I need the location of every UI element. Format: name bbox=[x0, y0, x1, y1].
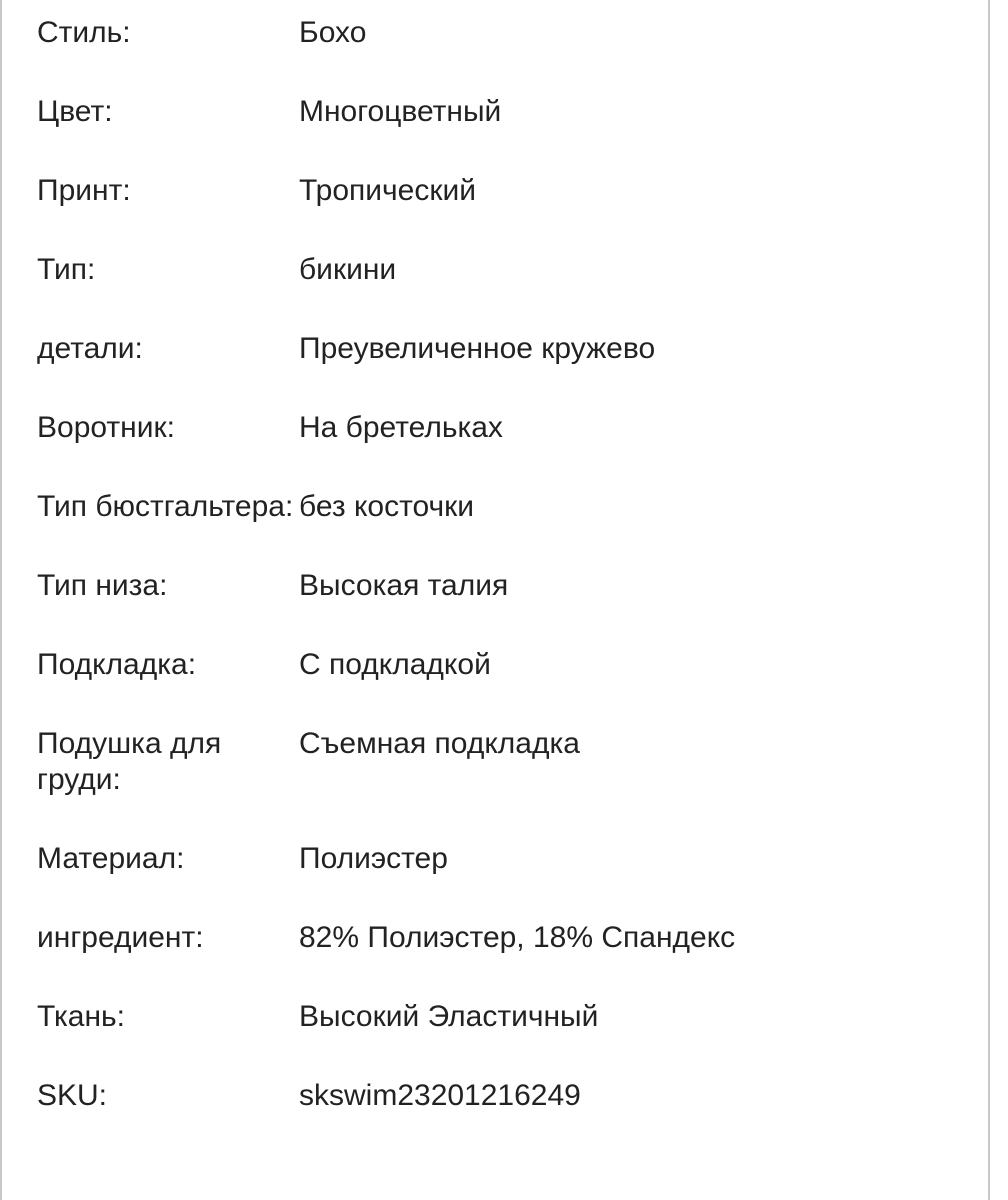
spec-row-color bbox=[37, 94, 977, 173]
spec-label: Принт: bbox=[37, 174, 131, 207]
spec-label: Тип низа: bbox=[37, 569, 168, 602]
spec-label: Подкладка: bbox=[37, 648, 197, 681]
spec-label: Тип: bbox=[37, 253, 96, 286]
spec-value: бикини bbox=[299, 253, 397, 286]
spec-row-fabric bbox=[37, 999, 977, 1078]
spec-label: детали: bbox=[37, 332, 143, 365]
spec-label: Подушка для груди: bbox=[37, 727, 222, 796]
spec-value: Съемная подкладка bbox=[299, 727, 580, 760]
spec-value: skswim23201216249 bbox=[299, 1079, 581, 1112]
spec-row-bra-type bbox=[37, 489, 977, 568]
spec-row-details bbox=[37, 331, 977, 410]
spec-row-material bbox=[37, 841, 977, 920]
spec-label: Цвет: bbox=[37, 95, 113, 128]
spec-row-chest-pad bbox=[37, 726, 977, 841]
spec-row-type bbox=[37, 252, 977, 331]
spec-row-neckline bbox=[37, 410, 977, 489]
spec-label: SKU: bbox=[37, 1079, 108, 1112]
spec-row-style bbox=[37, 15, 977, 94]
spec-label: Воротник: bbox=[37, 411, 175, 444]
spec-label: Стиль: bbox=[37, 16, 131, 49]
spec-value: Преувеличенное кружево bbox=[299, 332, 656, 365]
spec-row-sku bbox=[37, 1078, 977, 1157]
spec-value: На бретельках bbox=[299, 411, 503, 444]
spec-value: Бохо bbox=[299, 16, 367, 49]
spec-row-composition bbox=[37, 920, 977, 999]
spec-label: Ткань: bbox=[37, 1000, 126, 1033]
product-spec-table bbox=[37, 15, 977, 1157]
spec-value: без косточки bbox=[299, 490, 475, 523]
spec-value: Высокая талия bbox=[299, 569, 509, 602]
spec-value: Полиэстер bbox=[299, 842, 448, 875]
spec-value: 82% Полиэстер, 18% Спандекс bbox=[299, 921, 736, 954]
spec-label: ингредиент: bbox=[37, 921, 204, 954]
spec-value: С подкладкой bbox=[299, 648, 491, 681]
spec-value: Многоцветный bbox=[299, 95, 502, 128]
spec-row-bottom-type bbox=[37, 568, 977, 647]
spec-label: Материал: bbox=[37, 842, 185, 875]
spec-value: Высокий Эластичный bbox=[299, 1000, 599, 1033]
spec-label: Тип бюстгальтера: bbox=[37, 490, 294, 523]
spec-row-print bbox=[37, 173, 977, 252]
spec-value: Тропический bbox=[299, 174, 476, 207]
spec-row-lining bbox=[37, 647, 977, 726]
